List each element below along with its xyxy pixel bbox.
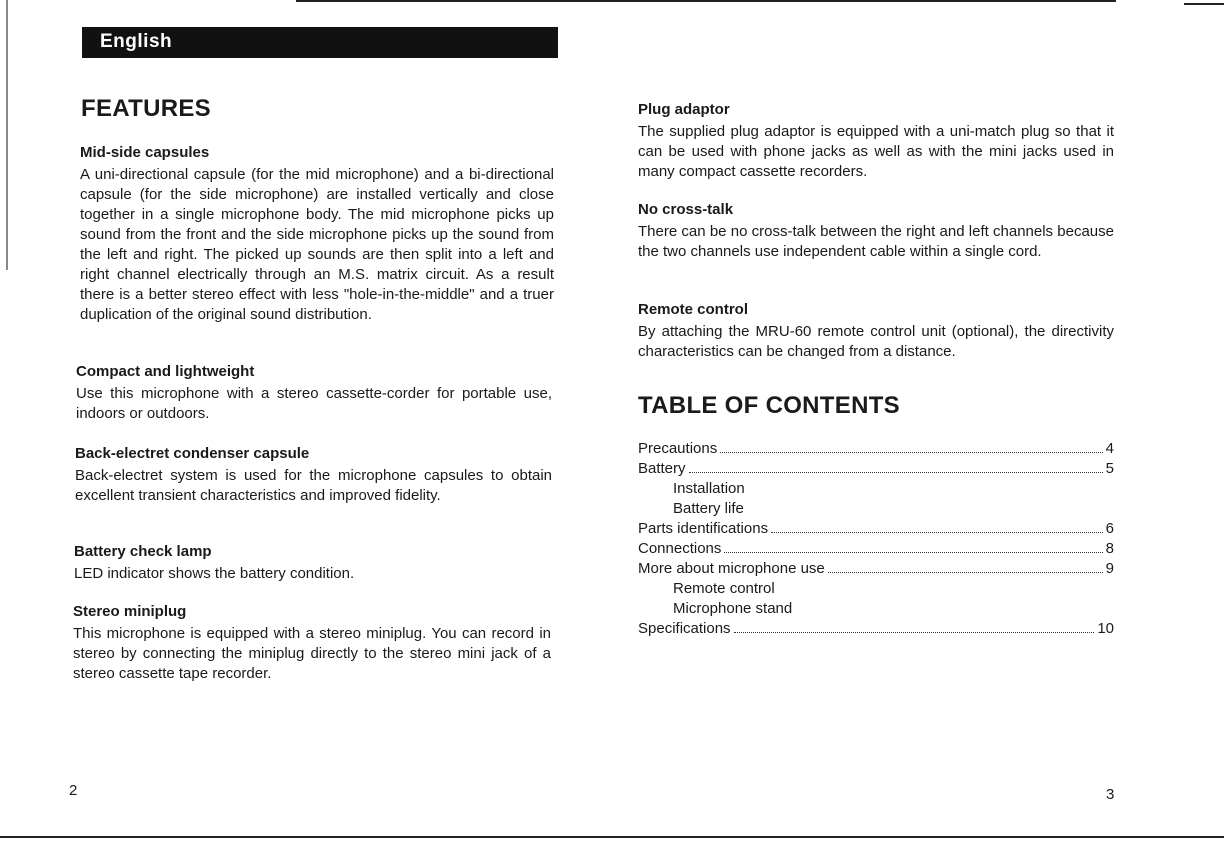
toc-page: 6 <box>1105 520 1114 537</box>
section-heading: Back-electret condenser capsule <box>75 445 310 462</box>
toc-entry-connections <box>638 539 1114 559</box>
language-bar: English <box>82 27 558 58</box>
page-number-left: 2 <box>69 782 78 799</box>
section-heading: Stereo miniplug <box>73 603 187 620</box>
toc-leader-dots <box>720 451 1102 453</box>
toc-label: Installation <box>673 480 745 497</box>
toc-entry-battery-life <box>638 499 1114 519</box>
toc-title: TABLE OF CONTENTS <box>638 392 900 419</box>
toc-label: Parts identifications <box>638 520 769 537</box>
toc-page: 4 <box>1105 440 1114 457</box>
section-body: By attaching the MRU-60 remote control unit (optional), the directivity characteristics can be changed from a distance. <box>638 323 1114 360</box>
section-heading: Battery check lamp <box>74 543 212 560</box>
feature-mid-side <box>80 143 554 325</box>
feature-back-electret <box>75 444 552 506</box>
toc-label: Connections <box>638 540 722 557</box>
toc-page: 5 <box>1105 460 1114 477</box>
features-title: FEATURES <box>81 95 211 122</box>
section-body: There can be no cross-talk between the right and left channels because the two channels use independent cable within a single cord. <box>638 223 1114 260</box>
toc-label: Remote control <box>673 580 775 597</box>
section-heading: Mid-side capsules <box>80 144 210 161</box>
feature-plug-adaptor <box>638 100 1114 182</box>
toc-entry-battery <box>638 459 1114 479</box>
toc-label: Microphone stand <box>673 600 793 617</box>
toc-leader-dots <box>724 551 1102 553</box>
feature-remote-control <box>638 300 1114 362</box>
section-heading: Plug adaptor <box>638 101 730 118</box>
toc-leader-dots <box>828 571 1103 573</box>
section-body: This microphone is equipped with a stereo miniplug. You can record in stereo by connecting the miniplug directly to the stereo mini jack of a stereo cassette tape recorder. <box>73 625 551 682</box>
top-border-line <box>296 0 1116 2</box>
section-body: Back-electret system is used for the microphone capsules to obtain excellent transient characteristics and improved fidelity. <box>75 467 552 504</box>
toc-label: Specifications <box>638 620 731 637</box>
toc-label: Battery <box>638 460 686 477</box>
toc-entry-specifications <box>638 619 1114 639</box>
table-of-contents <box>638 439 1114 639</box>
toc-label: Battery life <box>673 500 744 517</box>
toc-entry-precautions <box>638 439 1114 459</box>
section-heading: No cross-talk <box>638 201 734 218</box>
left-edge-line <box>6 0 8 270</box>
section-heading: Compact and lightweight <box>76 363 255 380</box>
toc-label: Precautions <box>638 440 718 457</box>
toc-leader-dots <box>771 531 1103 533</box>
feature-stereo-miniplug <box>73 602 551 684</box>
toc-entry-more-about-microphone-use <box>638 559 1114 579</box>
feature-no-cross-talk <box>638 200 1114 262</box>
section-body: A uni-directional capsule (for the mid microphone) and a bi-directional capsule (for the side microphone) are installed vertically and close together in a single microphone body. The mid microphone picks up sound from the front and the side microphone picks up the sound from the left and right. The picked up sounds are then split into a left and right channel electrically through an M.S. matrix circuit. As a result there is a better stereo effect with less "hole-in-the-middle" and a truer duplication of the original sound distribution. <box>80 166 554 323</box>
section-heading: Remote control <box>638 301 749 318</box>
section-body: Use this microphone with a stereo cassette-corder for portable use, indoors or outdoors. <box>76 385 552 422</box>
bottom-border-line <box>0 836 1224 838</box>
feature-compact <box>76 362 552 424</box>
toc-entry-parts-identifications <box>638 519 1114 539</box>
section-body: LED indicator shows the battery condition. <box>74 565 355 582</box>
toc-entry-remote-control <box>638 579 1114 599</box>
toc-leader-dots <box>734 631 1095 633</box>
toc-page: 8 <box>1105 540 1114 557</box>
toc-page: 9 <box>1105 560 1114 577</box>
feature-battery-lamp <box>74 542 552 584</box>
toc-leader-dots <box>689 471 1103 473</box>
toc-entry-installation <box>638 479 1114 499</box>
top-right-border-line <box>1184 3 1224 5</box>
toc-label: More about microphone use <box>638 560 825 577</box>
section-body: The supplied plug adaptor is equipped with a uni-match plug so that it can be used with phone jacks as well as with the mini jacks used in many compact cassette recorders. <box>638 123 1114 180</box>
page-number-right: 3 <box>1106 786 1115 803</box>
toc-entry-microphone-stand <box>638 599 1114 619</box>
toc-page: 10 <box>1097 620 1114 637</box>
